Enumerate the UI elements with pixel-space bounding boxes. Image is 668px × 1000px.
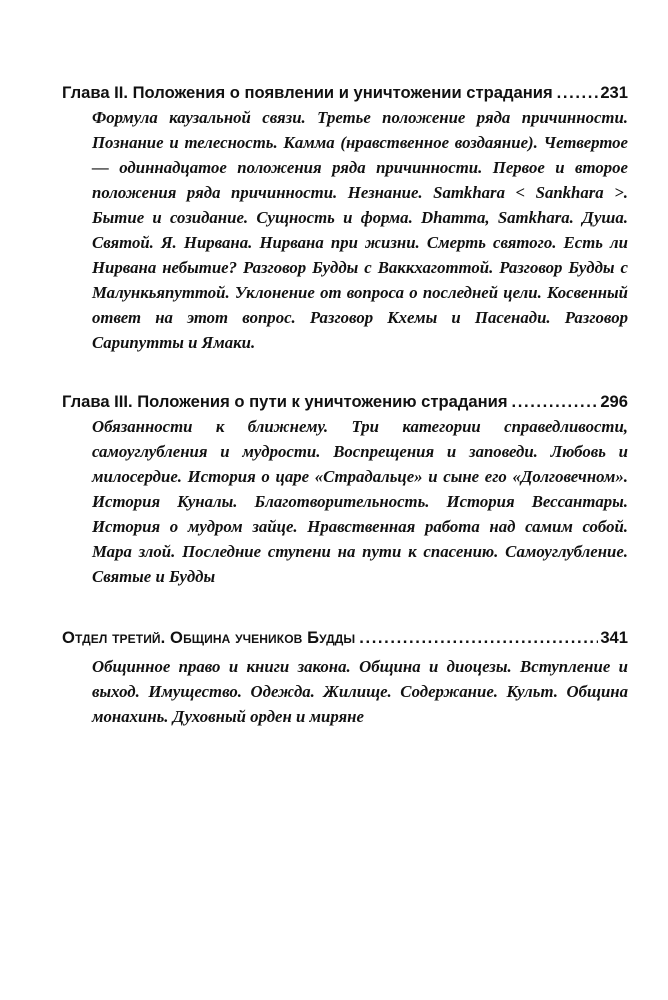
toc-entry-page-number: 296 [600,392,628,411]
toc-entry-title: Глава II. Положения о появлении и уничтожении страдания [62,83,553,102]
toc-entry-part-3 [62,625,628,729]
toc-entry-description: Общинное право и книги закона. Община и диоцезы. Вступление и выход. Имущество. Одежда. Жилище. Содержание. Культ. Община монахинь. Духовный орден и миряне [92,657,628,726]
toc-entry-title: Глава III. Положения о пути к уничтожению страдания [62,392,508,411]
toc-leader-dots [359,625,598,650]
toc-entry-heading [62,389,628,414]
toc-entry-page-number: 231 [600,83,628,102]
toc-entry-heading [62,80,628,105]
toc-entry-heading [62,625,628,650]
toc-entry-description: Обязанности к ближнему. Три категории справедливости, самоуглубления и мудрости. Воспрещения и заповеди. Любовь и милосердие. История о царе «Страдальце» и сыне его «Долговечном». История Куналы. Благотворительность. История Вессантары. История о мудром зайце. Нравственная работа над самим собой. Мара злой. Последние ступени на пути к спасению. Самоуглубление. Святые и Будды [92,417,628,586]
toc-entry-description: Формула каузальной связи. Третье положение ряда причинности. Познание и телесность. Камма (нравственное воздаяние). Четвертое — одиннадцатое положения ряда причинности. Первое и второе положения ряда причинности. Незнание. Samkhara < Sankhara >. Бытие и созидание. Сущность и форма. Dhamma, Samkhara. Душа. Святой. Я. Нирвана. Нирвана при жизни. Смерть святого. Есть ли Нирвана небытие? Разговор Будды с Ваккхаготтой. Разговор Будды с Малункьяпуттой. Уклонение от вопроса о последней цели. Косвенный ответ на этот вопрос. Разговор Кхемы и Пасенади. Разговор Сарипутты и Ямаки. [92,108,628,352]
table-of-contents [62,80,628,729]
toc-leader-dots [512,389,599,414]
toc-leader-dots [557,80,599,105]
toc-entry-chapter-2 [62,80,628,355]
toc-entry-page-number: 341 [600,628,628,647]
toc-entry-title: Отдел третий. Община учеников Будды [62,628,356,647]
toc-entry-chapter-3 [62,389,628,589]
